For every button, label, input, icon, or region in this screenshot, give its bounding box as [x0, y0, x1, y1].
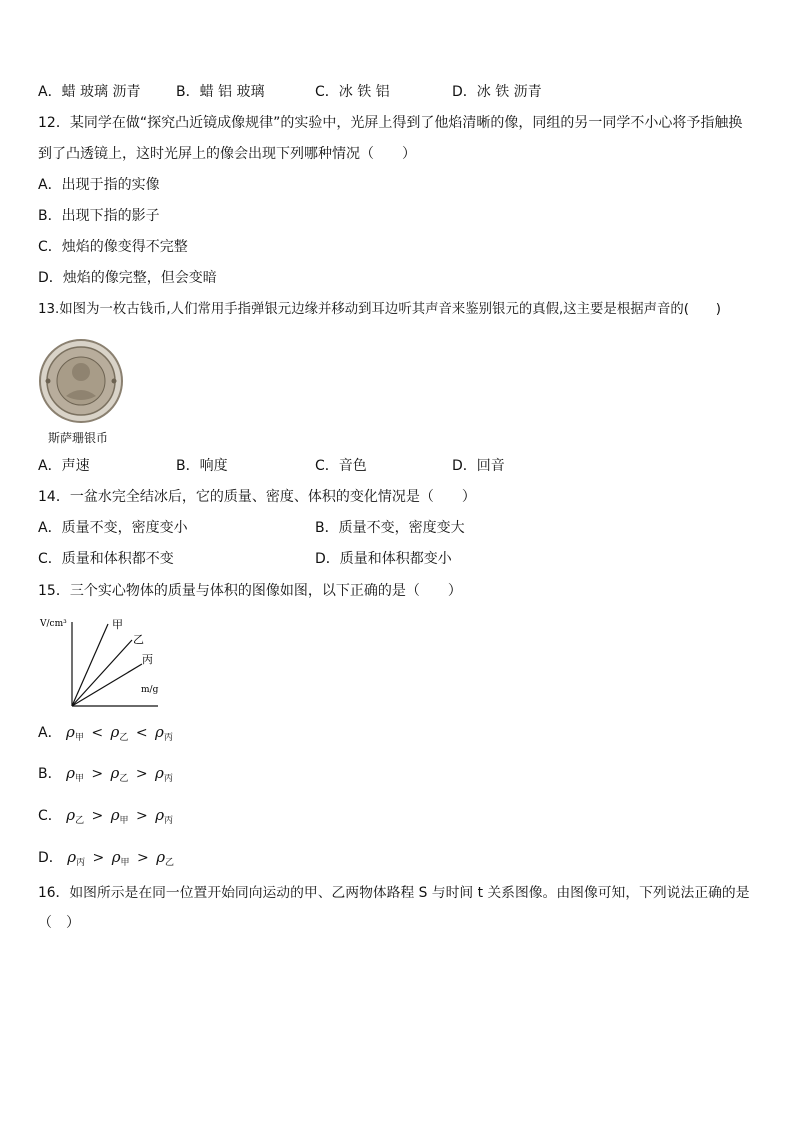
label-bing: 丙 — [142, 653, 153, 666]
q12-option-b: B．出现下指的影子 — [38, 208, 160, 224]
rho-symbol: ρ — [155, 764, 164, 782]
q13-stem: 13.如图为一枚古钱币,人们常用手指弹银元边缘并移动到耳边听其声音来鉴别银元的真假,这主要是根据声音的( ) — [38, 302, 722, 317]
q14-option-c: C．质量和体积都不变 — [38, 551, 174, 567]
q12-stem-line2: 到了凸透镜上，这时光屏上的像会出现下列哪种情况（ ） — [38, 146, 416, 162]
coin-image — [38, 338, 124, 424]
subscript: 甲 — [74, 733, 84, 743]
q14-option-a: A．质量不变，密度变小 — [38, 520, 188, 536]
label-yi: 乙 — [133, 633, 144, 646]
q14-option-b: B．质量不变，密度变大 — [315, 520, 465, 536]
line-bing — [72, 664, 142, 706]
subscript: 乙 — [119, 774, 129, 784]
comparison: > — [92, 850, 105, 866]
q14-stem: 14．一盆水完全结冰后，它的质量、密度、体积的变化情况是（ ） — [38, 489, 476, 505]
q15-option-d — [38, 847, 174, 873]
q15-option-c — [38, 805, 173, 831]
subscript: 丙 — [76, 858, 86, 868]
subscript: 乙 — [75, 816, 85, 826]
q15-option-a — [38, 722, 173, 748]
comparison: > — [137, 850, 149, 866]
rho-symbol: ρ — [110, 764, 120, 782]
subscript: 乙 — [119, 733, 129, 743]
y-axis-label: V/cm³ — [40, 619, 67, 629]
label-jia: 甲 — [112, 618, 123, 631]
q11-option-d: D．冰 铁 沥青 — [452, 84, 542, 100]
option-letter: A． — [38, 725, 62, 741]
option-letter: D． — [38, 850, 63, 866]
q11-option-b: B．蜡 铝 玻璃 — [176, 84, 265, 100]
comparison: < — [91, 725, 104, 741]
q16-stem-line1: 16．如图所示是在同一位置开始同向运动的甲、乙两物体路程 S 与时间 t 关系图像。由图像可知，下列说法正确的是 — [38, 885, 750, 901]
q12-option-c: C．烛焰的像变得不完整 — [38, 239, 188, 255]
rho-symbol: ρ — [66, 723, 75, 741]
comparison: > — [91, 808, 104, 824]
q11-option-a: A．蜡 玻璃 沥青 — [38, 84, 141, 100]
option-letter: B． — [38, 766, 62, 782]
q16-stem-line2: （ ） — [38, 915, 80, 931]
comparison: > — [136, 808, 148, 824]
rho-symbol: ρ — [155, 723, 164, 741]
subscript: 丙 — [164, 816, 174, 826]
q12-option-a: A．出现于指的实像 — [38, 177, 160, 193]
rho-symbol: ρ — [110, 806, 120, 824]
rho-symbol: ρ — [155, 806, 165, 824]
q12-option-d: D．烛焰的像完整，但会变暗 — [38, 270, 217, 286]
rho-symbol: ρ — [66, 806, 76, 824]
line-yi — [72, 640, 132, 706]
q13-option-a: A．声速 — [38, 458, 90, 474]
q12-stem-line1: 12．某同学在做“探究凸近镜成像规律”的实验中，光屏上得到了他焰清晰的像，同组的另一同学不小心将予指触换 — [38, 115, 743, 131]
q13-option-c: C．音色 — [315, 458, 367, 474]
subscript: 甲 — [119, 816, 129, 826]
subscript: 丙 — [163, 774, 173, 784]
comparison: > — [91, 766, 104, 782]
coin-caption: 斯萨珊银币 — [48, 431, 109, 445]
subscript: 丙 — [163, 733, 173, 743]
mass-volume-graph — [38, 612, 168, 712]
subscript: 乙 — [165, 858, 175, 868]
q14-option-d: D．质量和体积都变小 — [315, 551, 452, 567]
q11-option-c: C．冰 铁 铝 — [315, 84, 390, 100]
line-jia — [72, 624, 108, 706]
q13-option-b: B．响度 — [176, 458, 228, 474]
rho-symbol: ρ — [110, 723, 120, 741]
rho-symbol: ρ — [66, 764, 75, 782]
q15-option-b — [38, 763, 173, 789]
subscript: 甲 — [74, 774, 84, 784]
option-letter: C． — [38, 808, 62, 824]
q13-option-d: D．回音 — [452, 458, 505, 474]
comparison: > — [135, 766, 148, 782]
x-axis-label: m/g — [141, 685, 159, 695]
rho-symbol: ρ — [156, 848, 166, 866]
comparison: < — [135, 725, 148, 741]
rho-symbol: ρ — [67, 848, 77, 866]
q15-stem: 15．三个实心物体的质量与体积的图像如图，以下正确的是（ ） — [38, 583, 462, 599]
subscript: 甲 — [120, 858, 130, 868]
rho-symbol: ρ — [111, 848, 121, 866]
